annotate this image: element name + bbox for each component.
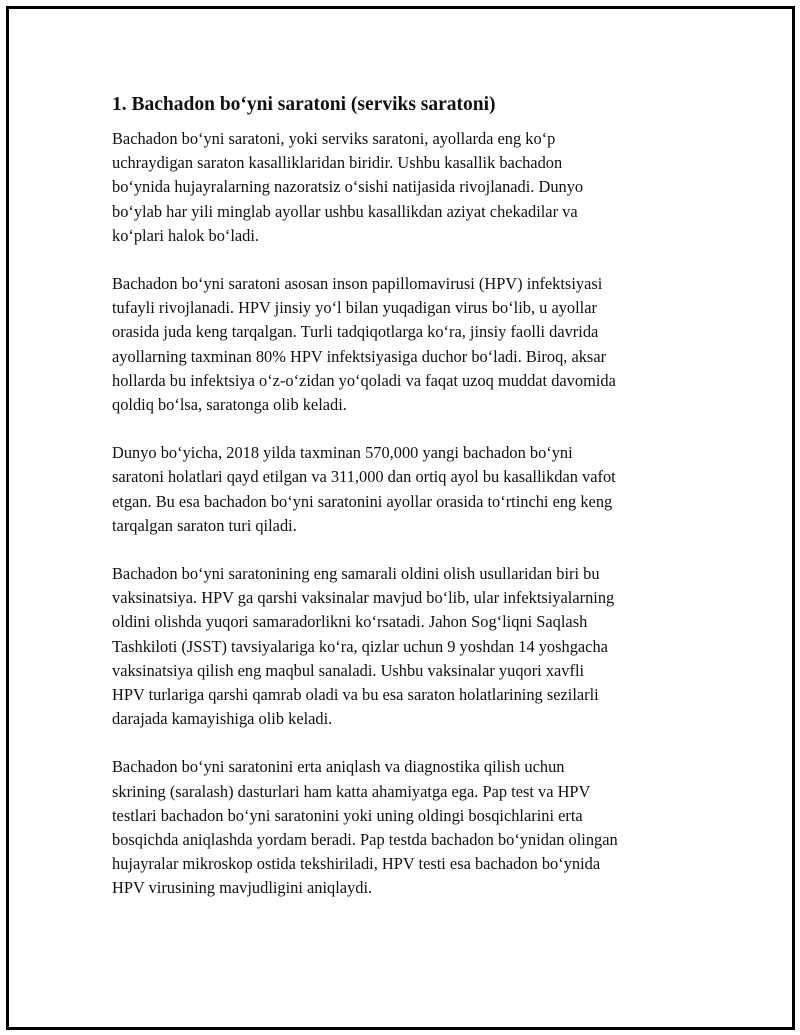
- paragraph-line: vaksinatsiya. HPV ga qarshi vaksinalar mavjud bo‘lib, ular infektsiyalarning: [112, 588, 615, 608]
- paragraph-5: [112, 755, 702, 900]
- paragraph-line: ko‘plari halok bo‘ladi.: [112, 225, 260, 245]
- paragraph-line: testlari bachadon bo‘yni saratonini yoki uning oldingi bosqichlarini erta: [112, 805, 583, 825]
- paragraph-line: bo‘ynida hujayralarning nazoratsiz o‘sishi natijasida rivojlanadi. Dunyo: [112, 177, 584, 197]
- paragraph-1: [112, 127, 702, 248]
- paragraph-line: Bachadon bo‘yni saratoni, yoki serviks saratoni, ayollarda eng ko‘p: [112, 129, 556, 148]
- section-heading: 1. Bachadon bo‘yni saratoni (serviks saratoni): [112, 94, 496, 115]
- paragraph-line: oldini olishda yuqori samaradorlikni ko‘rsatadi. Jahon Sog‘liqni Saqlash: [112, 612, 588, 632]
- paragraph-line: hujayralar mikroskop ostida tekshiriladi, HPV testi esa bachadon bo‘ynida: [112, 854, 601, 874]
- paragraph-line: Bachadon bo‘yni saratonining eng samarali oldini olish usullaridan biri bu: [112, 564, 600, 584]
- paragraph-line: tarqalgan saraton turi qiladi.: [112, 515, 297, 535]
- paragraph-line: uchraydigan saraton kasalliklaridan biridir. Ushbu kasallik bachadon: [112, 153, 563, 173]
- paragraph-line: qoldiq bo‘lsa, saratonga olib keladi.: [112, 395, 347, 415]
- paragraph-line: Bachadon bo‘yni saratoni asosan inson papillomavirusi (HPV) infektsiyasi: [112, 274, 603, 294]
- paragraph-line: tufayli rivojlanadi. HPV jinsiy yo‘l bilan yuqadigan virus bo‘lib, u ayollar: [112, 298, 597, 318]
- paragraph-line: vaksinatsiya qilish eng maqbul sanaladi. Ushbu vaksinalar yuqori xavfli: [112, 660, 585, 680]
- document-body: [112, 92, 702, 925]
- paragraph-line: HPV virusining mavjudligini aniqlaydi.: [112, 878, 373, 898]
- paragraph-line: saratoni holatlari qayd etilgan va 311,000 dan ortiq ayol bu kasallikdan vafot: [112, 467, 616, 487]
- paragraph-4: [112, 562, 702, 731]
- paragraph-line: darajada kamayishiga olib keladi.: [112, 709, 333, 729]
- paragraph-2: [112, 272, 702, 417]
- paragraph-line: Bachadon bo‘yni saratonini erta aniqlash va diagnostika qilish uchun: [112, 757, 565, 777]
- paragraph-line: Dunyo bo‘yicha, 2018 yilda taxminan 570,000 yangi bachadon bo‘yni: [112, 443, 573, 463]
- paragraph-line: Tashkiloti (JSST) tavsiyalariga ko‘ra, qizlar uchun 9 yoshdan 14 yoshgacha: [112, 636, 608, 656]
- paragraph-line: orasida juda keng tarqalgan. Turli tadqiqotlarga ko‘ra, jinsiy faolli davrida: [112, 322, 599, 342]
- paragraph-line: bosqichda aniqlashda yordam beradi. Pap testda bachadon bo‘ynidan olingan: [112, 830, 618, 850]
- paragraph-line: etgan. Bu esa bachadon bo‘yni saratonini ayollar orasida to‘rtinchi eng keng: [112, 491, 613, 511]
- paragraphs-container: [112, 127, 702, 901]
- paragraph-line: ayollarning taxminan 80% HPV infektsiyasiga duchor bo‘ladi. Biroq, aksar: [112, 346, 607, 366]
- paragraph-3: [112, 441, 702, 538]
- paragraph-line: HPV turlariga qarshi qamrab oladi va bu esa saraton holatlarining sezilarli: [112, 685, 599, 705]
- paragraph-line: skrining (saralash) dasturlari ham katta ahamiyatga ega. Pap test va HPV: [112, 781, 591, 801]
- paragraph-line: hollarda bu infektsiya o‘z-o‘zidan yo‘qoladi va faqat uzoq muddat davomida: [112, 370, 616, 390]
- paragraph-line: bo‘ylab har yili minglab ayollar ushbu kasallikdan aziyat chekadilar va: [112, 201, 578, 221]
